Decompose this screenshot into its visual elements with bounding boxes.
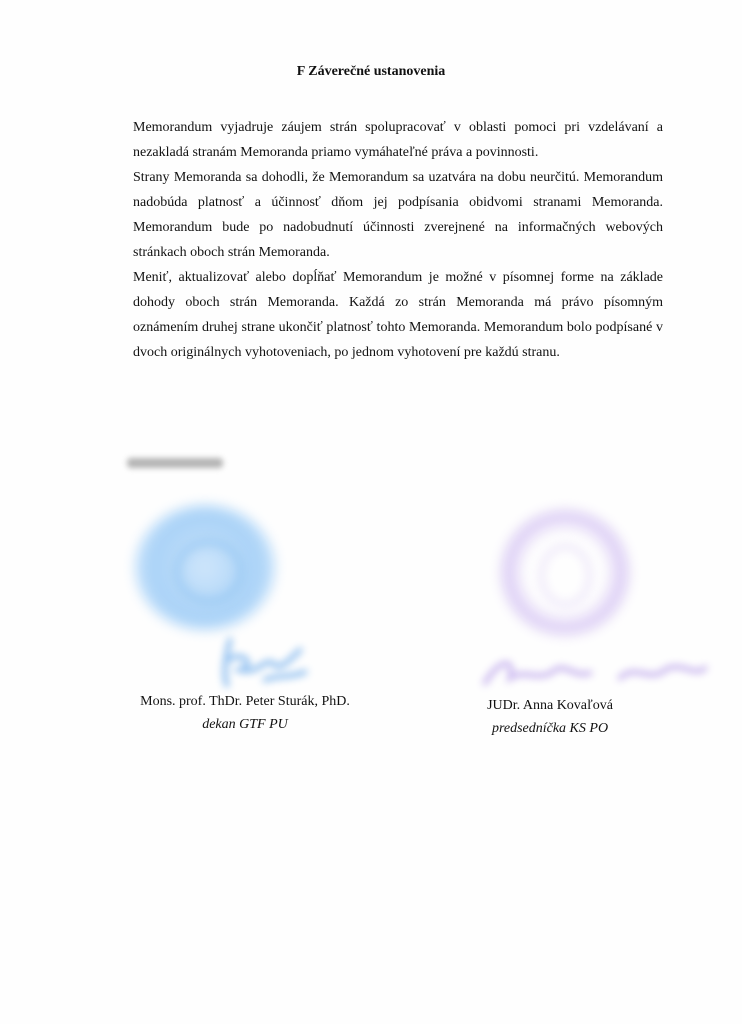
section-heading: F Záverečné ustanovenia [296,64,446,79]
signatory-left [110,690,380,736]
signature-right [470,648,710,693]
paragraph-1: Memorandum vyjadruje záujem strán spolupracovať v oblasti pomoci pri vzdelávaní a nezakladá stranám Memoranda priamo vymáhateľné práva a povinnosti. [133,120,663,160]
seal-emblem-right-icon [540,545,591,606]
blurred-place-date [127,454,227,472]
final-provisions-text [133,115,663,365]
paragraph-3: Meniť, aktualizovať alebo dopĺňať Memorandum je možné v písomnej forme na základe dohody oboch strán Memoranda. Každá zo strán Memoranda má právo písomným oznámením druhej strane ukončiť platnosť tohto Memoranda. Memorandum bolo podpísané v dvoch originálnych vyhotoveniach, po jednom vyhotovení pre každú stranu. [133,270,663,360]
signatory-right-name: JUDr. Anna Kovaľová [487,698,613,713]
signature-left [205,630,315,690]
signatory-left-name: Mons. prof. ThDr. Peter Sturák, PhD. [140,694,350,709]
seal-emblem-left-icon [175,540,243,603]
signatory-right-role: predsedníčka KS PO [491,721,609,736]
paragraph-2: Strany Memoranda sa dohodli, že Memorandum sa uzatvára na dobu neurčitú. Memorandum nadobúda platnosť a účinnosť dňom jej podpísania obidvomi stranami Memoranda. Memorandum bude po nadobudnutí účinnosti zverejnené na informačných webových stránkach oboch strán Memoranda. [133,170,663,260]
signatory-left-role: dekan GTF PU [202,717,288,732]
signatory-right [445,694,655,740]
